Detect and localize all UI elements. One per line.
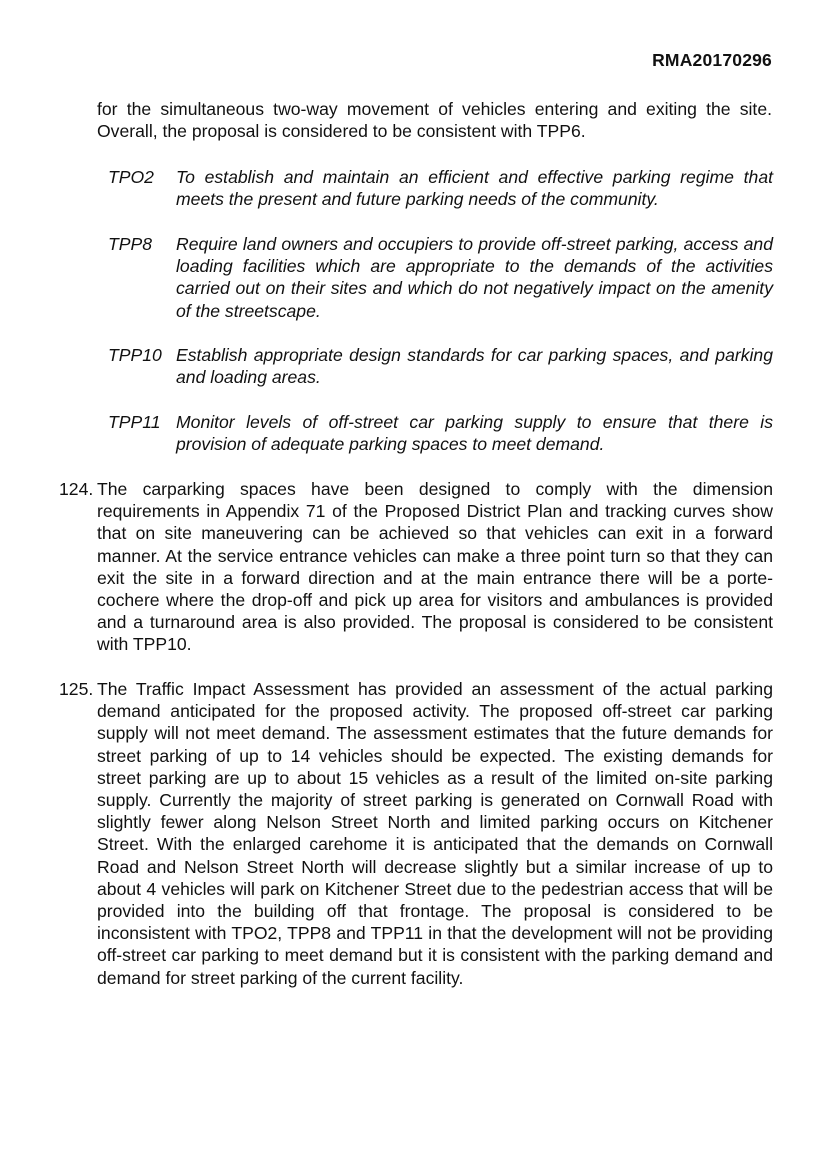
policy-tpp8 xyxy=(108,233,773,322)
policy-text: Require land owners and occupiers to provide off-street parking, access and loading facilities which are appropriate to the demands of the activities carried out on their sites and which do not negatively impact on the amenity of the streetscape. xyxy=(176,234,773,321)
policy-code: TPP11 xyxy=(108,412,161,432)
paragraph-text: The Traffic Impact Assessment has provided an assessment of the actual parking demand anticipated for the proposed activity. The proposed off-street car parking supply will not meet demand. The assessment estimates that the future demands for street parking of up to 14 vehicles should be expected. The existing demands for street parking are up to about 15 vehicles as a result of the limited on-site parking supply. Currently the majority of street parking is generated on Cornwall Road with slightly fewer along Nelson Street North and limited parking occurs on Kitchener Street. With the enlarged carehome it is anticipated that the demands on Cornwall Road and Nelson Street North will decrease slightly but a similar increase of up to about 4 vehicles will park on Kitchener Street due to the pedestrian access that will be provided into the building off that frontage. The proposal is considered to be inconsistent with TPO2, TPP8 and TPP11 in that the development will not be providing off-street car parking to meet demand but it is consistent with the parking demand and demand for street parking of the current facility. xyxy=(97,679,773,988)
policy-code: TPP10 xyxy=(108,345,162,365)
policy-tpp11 xyxy=(108,411,773,455)
intro-paragraph: for the simultaneous two-way movement of vehicles entering and exiting the site. Overall, the proposal is considered to be consistent with TPP6. xyxy=(97,99,772,142)
policy-text: Monitor levels of off-street car parking supply to ensure that there is provision of adequate parking spaces to meet demand. xyxy=(176,412,773,455)
policy-code: TPP8 xyxy=(108,234,153,254)
policy-tpo2 xyxy=(108,166,773,210)
policy-text: To establish and maintain an efficient and effective parking regime that meets the present and future parking needs of the community. xyxy=(176,167,773,210)
document-reference: RMA20170296 xyxy=(652,50,772,70)
paragraph-number: 124. xyxy=(59,479,94,499)
paragraph-124 xyxy=(59,478,773,656)
paragraph-125 xyxy=(59,678,773,989)
policy-tpp10 xyxy=(108,344,773,388)
paragraph-text: The carparking spaces have been designed to comply with the dimension requirements in Appendix 71 of the Proposed District Plan and tracking curves show that on site maneuvering can be achieved so that vehicles can exit in a forward manner. At the service entrance vehicles can make a three point turn so that they can exit the site in a forward direction and at the main entrance there will be a porte-cochere where the drop-off and pick up area for visitors and ambulances is provided and a turnaround area is also provided. The proposal is considered to be consistent with TPP10. xyxy=(97,479,773,655)
policy-code: TPO2 xyxy=(108,167,154,187)
policy-text: Establish appropriate design standards for car parking spaces, and parking and loading areas. xyxy=(176,345,773,388)
paragraph-number: 125. xyxy=(59,679,94,699)
